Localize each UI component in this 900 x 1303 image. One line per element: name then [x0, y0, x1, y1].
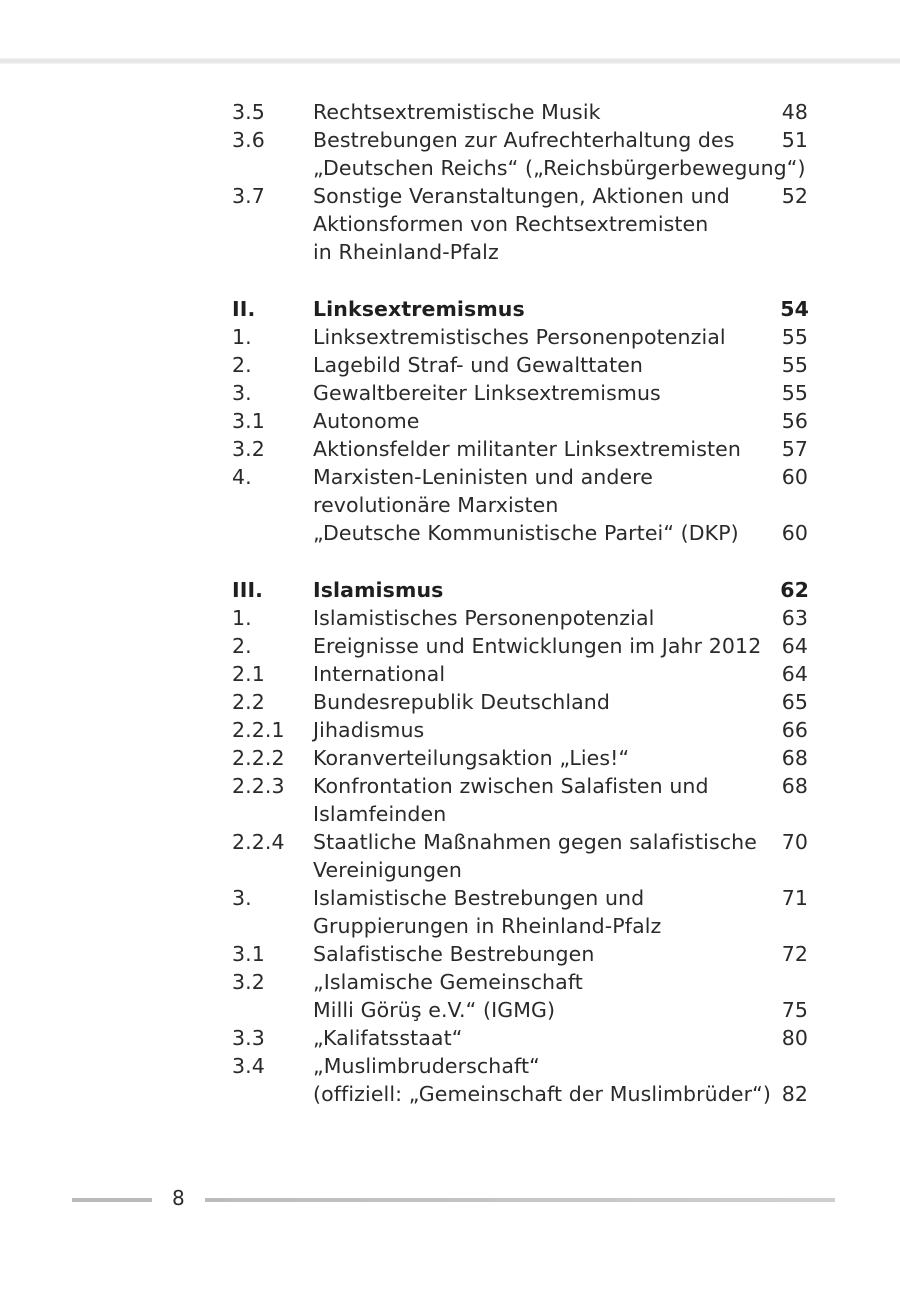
toc-entry-page: 54 — [780, 297, 809, 321]
toc-entry-title: Lagebild Straf- und Gewalttaten — [313, 353, 644, 377]
toc-entry-title: Sonstige Veranstaltungen, Aktionen und — [313, 184, 730, 208]
toc-entry-number: II. — [232, 297, 256, 321]
toc-entry-page: 80 — [781, 1026, 808, 1050]
toc-entry-page: 65 — [781, 690, 808, 714]
toc-entry-title: „Islamische Gemeinschaft — [313, 970, 583, 994]
toc-entry-title: Ereignisse und Entwicklungen im Jahr 2012 — [313, 634, 762, 658]
toc-entry-title: International — [313, 662, 446, 686]
toc-entry — [0, 184, 900, 214]
toc-entry-title: Bundesrepublik Deutschland — [313, 690, 610, 714]
toc-entry-page: 62 — [780, 578, 809, 602]
toc-entry-number: 3.1 — [232, 409, 265, 433]
toc-entry-title: Milli Görüş e.V.“ (IGMG) — [313, 998, 556, 1022]
toc-entry-title: Rechtsextremistische Musik — [313, 100, 601, 124]
toc-entry-title: Salafistische Bestrebungen — [313, 942, 595, 966]
toc-entry — [0, 970, 900, 1000]
toc-entry-page: 75 — [781, 998, 808, 1022]
toc-entry-continuation — [0, 914, 900, 944]
toc-entry — [0, 718, 900, 748]
toc-entry-title: revolutionäre Marxisten — [313, 493, 559, 517]
toc-entry-page: 64 — [781, 634, 808, 658]
toc-entry — [0, 830, 900, 860]
toc-entry-page: 72 — [781, 942, 808, 966]
toc-entry-number: 3. — [232, 886, 252, 910]
toc-entry-continuation — [0, 998, 900, 1028]
toc-entry — [0, 100, 900, 130]
toc-entry-number: 2.2 — [232, 690, 265, 714]
toc-entry-page: 55 — [781, 353, 808, 377]
toc-section-heading — [0, 578, 900, 608]
toc-entry-number: 2.2.1 — [232, 718, 285, 742]
toc-entry — [0, 353, 900, 383]
toc-entry-title: Aktionsformen von Rechtsextremisten — [313, 212, 709, 236]
toc-entry-title: „Kalifatsstaat“ — [313, 1026, 463, 1050]
toc-entry-title: „Deutsche Kommunistische Partei“ (DKP) — [313, 521, 739, 545]
toc-entry-number: 1. — [232, 325, 252, 349]
toc-entry-number: 2.2.2 — [232, 746, 285, 770]
toc-entry-number: 2.2.4 — [232, 830, 285, 854]
toc-entry-page: 71 — [781, 886, 808, 910]
toc-entry-title: Linksextremismus — [313, 297, 525, 321]
toc-entry-continuation — [0, 493, 900, 523]
toc-entry — [0, 465, 900, 495]
toc-entry-number: 2. — [232, 353, 252, 377]
toc-entry-title: (offiziell: „Gemeinschaft der Muslimbrüder“) — [313, 1082, 771, 1106]
toc-entry — [0, 774, 900, 804]
toc-entry — [0, 606, 900, 636]
toc-entry — [0, 437, 900, 467]
toc-entry-title: „Muslimbruderschaft“ — [313, 1054, 540, 1078]
toc-entry — [0, 634, 900, 664]
toc-entry-title: Konfrontation zwischen Salafisten und — [313, 774, 709, 798]
toc-entry-title: Islamistisches Personenpotenzial — [313, 606, 655, 630]
toc-entry-number: 1. — [232, 606, 252, 630]
toc-entry-number: 3.2 — [232, 970, 265, 994]
toc-entry-title: Islamismus — [313, 578, 444, 602]
toc-entry-page: 57 — [781, 437, 808, 461]
toc-entry — [0, 746, 900, 776]
toc-entry-page: 55 — [781, 325, 808, 349]
toc-entry — [0, 942, 900, 972]
toc-entry-number: 3. — [232, 381, 252, 405]
toc-entry-page: 56 — [781, 409, 808, 433]
toc-entry-number: 3.3 — [232, 1026, 265, 1050]
toc-entry-title: Autonome — [313, 409, 420, 433]
toc-entry-title: Staatliche Maßnahmen gegen salafistische — [313, 830, 757, 854]
toc-entry-page: 51 — [781, 128, 808, 152]
toc-entry-continuation — [0, 212, 900, 242]
toc-entry-title: Aktionsfelder militanter Linksextremisten — [313, 437, 741, 461]
toc-entry-page: 66 — [781, 718, 808, 742]
toc-entry-continuation — [0, 1082, 900, 1112]
toc-entry-page: 60 — [781, 465, 808, 489]
toc-entry-number: 3.6 — [232, 128, 265, 152]
toc-entry-title: Islamfeinden — [313, 802, 447, 826]
toc-entry — [0, 381, 900, 411]
footer-rule-left — [72, 1198, 152, 1202]
toc-entry — [0, 886, 900, 916]
toc-entry-continuation — [0, 858, 900, 888]
toc-entry-page: 55 — [781, 381, 808, 405]
toc-entry-title: Jihadismus — [313, 718, 425, 742]
toc-entry — [0, 1054, 900, 1084]
toc-entry-number: 2. — [232, 634, 252, 658]
toc-entry-number: III. — [232, 578, 264, 602]
toc-entry-continuation — [0, 240, 900, 270]
toc-entry-page: 60 — [781, 521, 808, 545]
toc-entry-continuation — [0, 802, 900, 832]
toc-entry-page: 70 — [781, 830, 808, 854]
toc-entry-continuation — [0, 156, 900, 186]
toc-entry-number: 2.1 — [232, 662, 265, 686]
toc-entry-number: 4. — [232, 465, 252, 489]
toc-entry-title: Islamistische Bestrebungen und — [313, 886, 645, 910]
toc-entry-title: Marxisten-Leninisten und andere — [313, 465, 653, 489]
toc-entry-number: 3.1 — [232, 942, 265, 966]
toc-section-heading — [0, 297, 900, 327]
toc-entry-page: 64 — [781, 662, 808, 686]
top-rule — [0, 58, 900, 64]
toc-entry-page: 68 — [781, 746, 808, 770]
toc-entry-page: 82 — [781, 1082, 808, 1106]
toc-entry-title: in Rheinland-Pfalz — [313, 240, 499, 264]
page-number: 8 — [172, 1186, 185, 1210]
toc-entry — [0, 662, 900, 692]
toc-entry-number: 3.2 — [232, 437, 265, 461]
toc-entry-title: Bestrebungen zur Aufrechterhaltung des — [313, 128, 735, 152]
toc-entry-page: 52 — [781, 184, 808, 208]
toc-entry-continuation — [0, 521, 900, 551]
toc-entry-page: 63 — [781, 606, 808, 630]
toc-entry-title: „Deutschen Reichs“ („Reichsbürgerbewegung“) — [313, 156, 806, 180]
footer-rule-right — [205, 1198, 835, 1202]
toc-entry-title: Linksextremistisches Personenpotenzial — [313, 325, 726, 349]
toc-entry-title: Vereinigungen — [313, 858, 462, 882]
toc-entry-number: 3.4 — [232, 1054, 265, 1078]
toc-entry-number: 3.7 — [232, 184, 265, 208]
toc-entry-page: 48 — [781, 100, 808, 124]
toc-entry — [0, 690, 900, 720]
toc-entry — [0, 409, 900, 439]
toc-entry — [0, 1026, 900, 1056]
toc-entry-number: 3.5 — [232, 100, 265, 124]
toc-entry-number: 2.2.3 — [232, 774, 285, 798]
toc-entry — [0, 128, 900, 158]
toc-entry-page: 68 — [781, 774, 808, 798]
toc-entry-title: Gewaltbereiter Linksextremismus — [313, 381, 661, 405]
toc-entry-title: Gruppierungen in Rheinland-Pfalz — [313, 914, 662, 938]
toc-entry — [0, 325, 900, 355]
toc-entry-title: Koranverteilungsaktion „Lies!“ — [313, 746, 630, 770]
